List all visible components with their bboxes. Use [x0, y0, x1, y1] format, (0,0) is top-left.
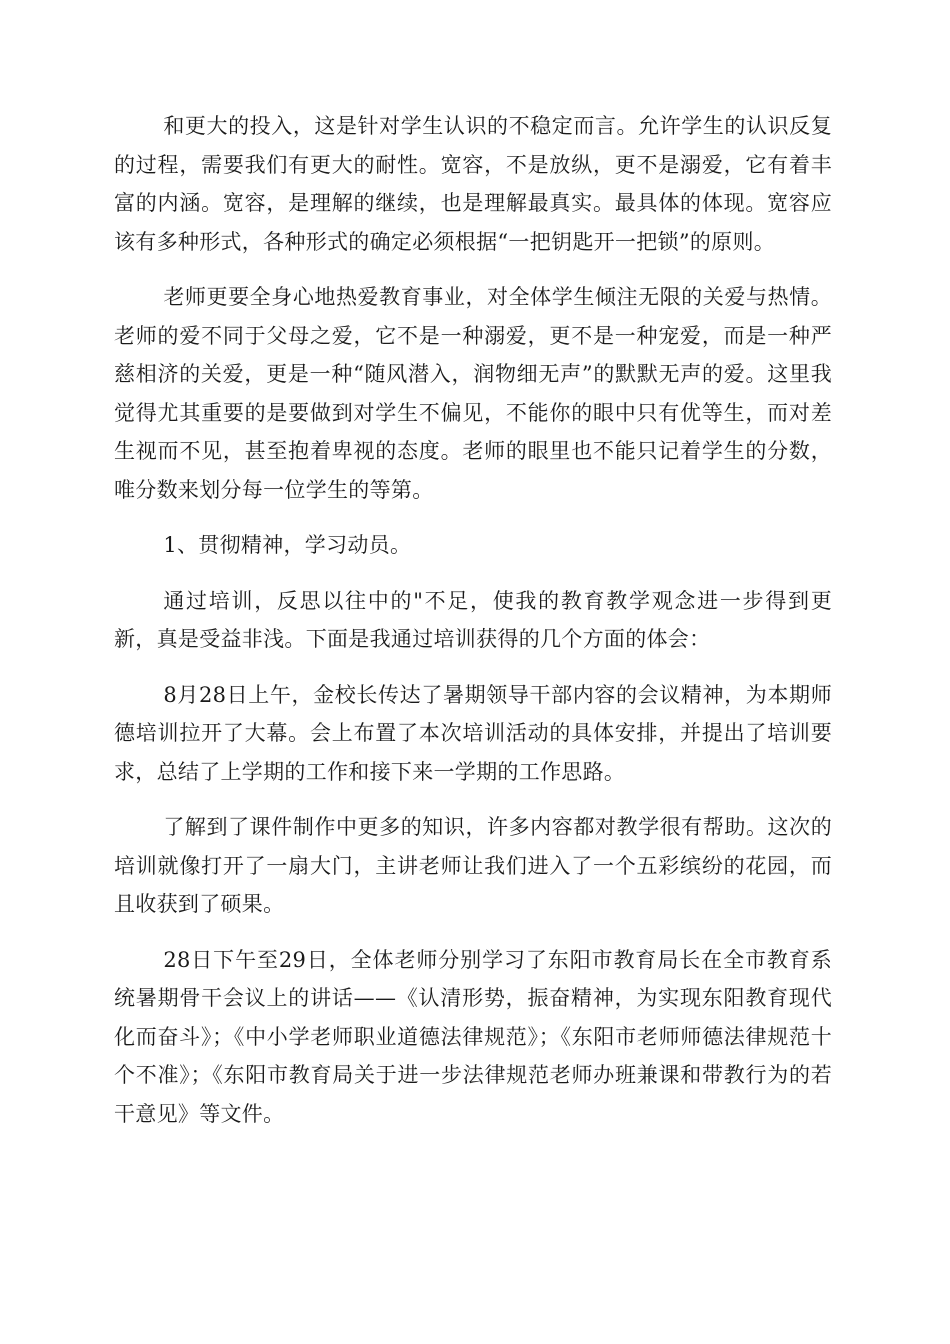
paragraph-teacher-love: 老师更要全身心地热爱教育事业，对全体学生倾注无限的关爱与热情。老师的爱不同于父母之爱，它不是一种溺爱，更不是一种宠爱，而是一种严慈相济的关爱，更是一种“随风潜入，润物细无声”的默默无声的爱。这里我觉得尤其重要的是要做到对学生不偏见，不能你的眼中只有优等生，而对差生视而不见，甚至抱着卑视的态度。老师的眼里也不能只记着学生的分数，唯分数来划分每一位学生的等第。	[114, 285, 832, 502]
paragraph-heading-implement-spirit: 1、贯彻精神，学习动员。	[163, 533, 412, 557]
paragraph-courseware: 了解到了课件制作中更多的知识，许多内容都对教学很有帮助。这次的培训就像打开了一扇大门，主讲老师让我们进入了一个五彩缤纷的花园，而且收获到了硕果。	[114, 815, 832, 916]
document-body	[114, 107, 832, 1150]
paragraph-tolerance: 和更大的投入，这是针对学生认识的不稳定而言。允许学生的认识反复的过程，需要我们有更大的耐性。宽容，不是放纵，更不是溺爱，它有着丰富的内涵。宽容，是理解的继续，也是理解最真实。最具体的体现。宽容应该有多种形式，各种形式的确定必须根据“一把钥匙开一把锁”的原则。	[114, 114, 832, 254]
paragraph-aug-28-morning: 8月28日上午，金校长传达了暑期领导干部内容的会议精神，为本期师德培训拉开了大幕。会上布置了本次培训活动的具体安排，并提出了培训要求，总结了上学期的工作和接下来一学期的工作思路。	[114, 682, 832, 784]
paragraph-aug-28-29-study: 28日下午至29日，全体老师分别学习了东阳市教育局长在全市教育系统暑期骨干会议上的讲话——《认清形势，振奋精神，为实现东阳教育现代化而奋斗》；《中小学老师职业道德法律规范》；《东阳市老师师德法律规范十个不准》；《东阳市教育局关于进一步法律规范老师办班兼课和带教行为的若干意见》等文件。	[114, 947, 832, 1126]
paragraph-training-reflection: 通过培训，反思以往中的"不足，使我的教育教学观念进一步得到更新，真是受益非浅。下面是我通过培训获得的几个方面的体会：	[114, 588, 832, 651]
